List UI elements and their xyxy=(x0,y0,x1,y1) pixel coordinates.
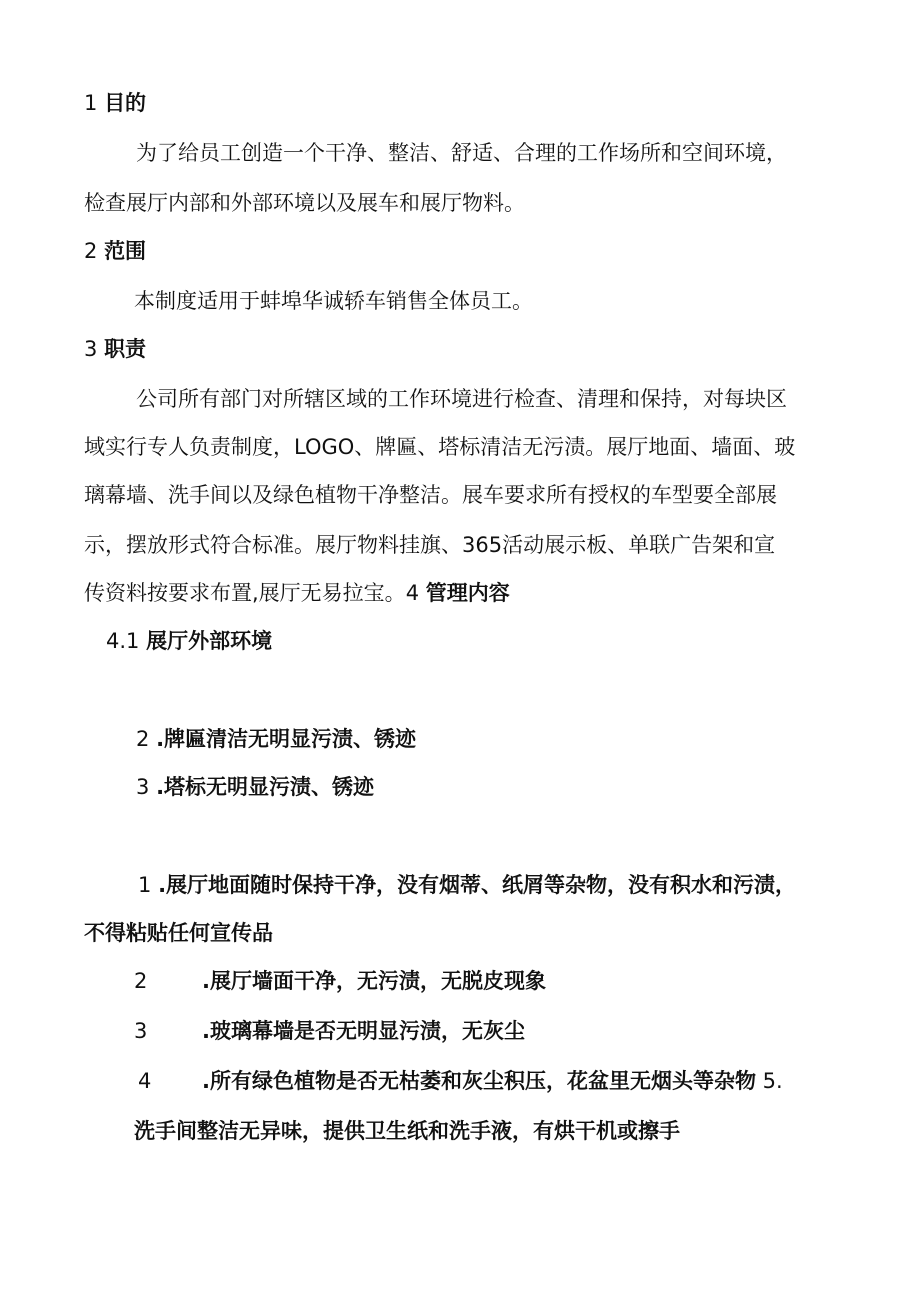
item-text: .牌匾清洁无明显污渍、锈迹 xyxy=(156,727,417,751)
duty-line-1: 公司所有部门对所辖区域的工作环境进行检查、清理和保持，对每块区 xyxy=(136,387,787,411)
item-text: .玻璃幕墙是否无明显污渍，无灰尘 xyxy=(202,1019,525,1043)
duty-line-5-text: 传资料按要求布置,展厅无易拉宝。 xyxy=(84,581,406,605)
list-item xyxy=(138,1066,783,1096)
section-number: 4.1 xyxy=(106,629,140,653)
list-item xyxy=(136,772,374,802)
item-number: 3 xyxy=(134,1019,148,1043)
list-item xyxy=(134,966,546,996)
section-number: 4 xyxy=(405,581,420,605)
section-number: 1 xyxy=(84,91,98,115)
item-number: 4 xyxy=(138,1069,152,1093)
section-title: 职责 xyxy=(104,337,147,361)
heading-duty xyxy=(84,334,146,364)
list-item xyxy=(138,870,796,900)
item-text: .塔标无明显污渍、锈迹 xyxy=(156,775,375,799)
section-title-management: 管理内容 xyxy=(425,581,510,605)
item-number: 2 xyxy=(136,727,150,751)
section-number: 2 xyxy=(84,239,98,263)
item-number: 3 xyxy=(136,775,150,799)
duty-line-5 xyxy=(84,578,510,608)
purpose-line-2: 检查展厅内部和外部环境以及展车和展厅物料。 xyxy=(84,191,525,215)
section-title: 展厅外部环境 xyxy=(146,629,273,653)
item-number-next: 5. xyxy=(762,1069,783,1093)
list-item-continuation: 不得粘贴任何宣传品 xyxy=(84,921,273,945)
section-title: 范围 xyxy=(104,239,147,263)
item-text: .展厅地面随时保持干净，没有烟蒂、纸屑等杂物，没有积水和污渍， xyxy=(158,873,797,897)
heading-purpose xyxy=(84,88,146,118)
item-text: .所有绿色植物是否无枯萎和灰尘积压，花盆里无烟头等杂物 xyxy=(202,1069,756,1093)
item-number: 2 xyxy=(134,969,148,993)
list-item-continuation: 洗手间整洁无异味，提供卫生纸和洗手液，有烘干机或擦手 xyxy=(134,1119,680,1143)
duty-line-4: 示，摆放形式符合标准。展厅物料挂旗、365活动展示板、单联广告架和宣 xyxy=(84,533,776,557)
scope-line-1: 本制度适用于蚌埠华诚轿车销售全体员工。 xyxy=(134,289,533,313)
section-title: 目的 xyxy=(104,91,147,115)
heading-scope xyxy=(84,236,146,266)
purpose-line-1: 为了给员工创造一个干净、整洁、舒适、合理的工作场所和空间环境， xyxy=(136,141,787,165)
section-number: 3 xyxy=(84,337,98,361)
duty-line-2: 域实行专人负责制度，LOGO、牌匾、塔标清洁无污渍。展厅地面、墙面、玻 xyxy=(84,435,796,459)
heading-exterior xyxy=(106,626,272,656)
item-text: .展厅墙面干净，无污渍，无脱皮现象 xyxy=(202,969,546,993)
list-item xyxy=(134,1016,525,1046)
list-item xyxy=(136,724,416,754)
item-number: 1 xyxy=(138,873,152,897)
duty-line-3: 璃幕墙、洗手间以及绿色植物干净整洁。展车要求所有授权的车型要全部展 xyxy=(84,483,777,507)
